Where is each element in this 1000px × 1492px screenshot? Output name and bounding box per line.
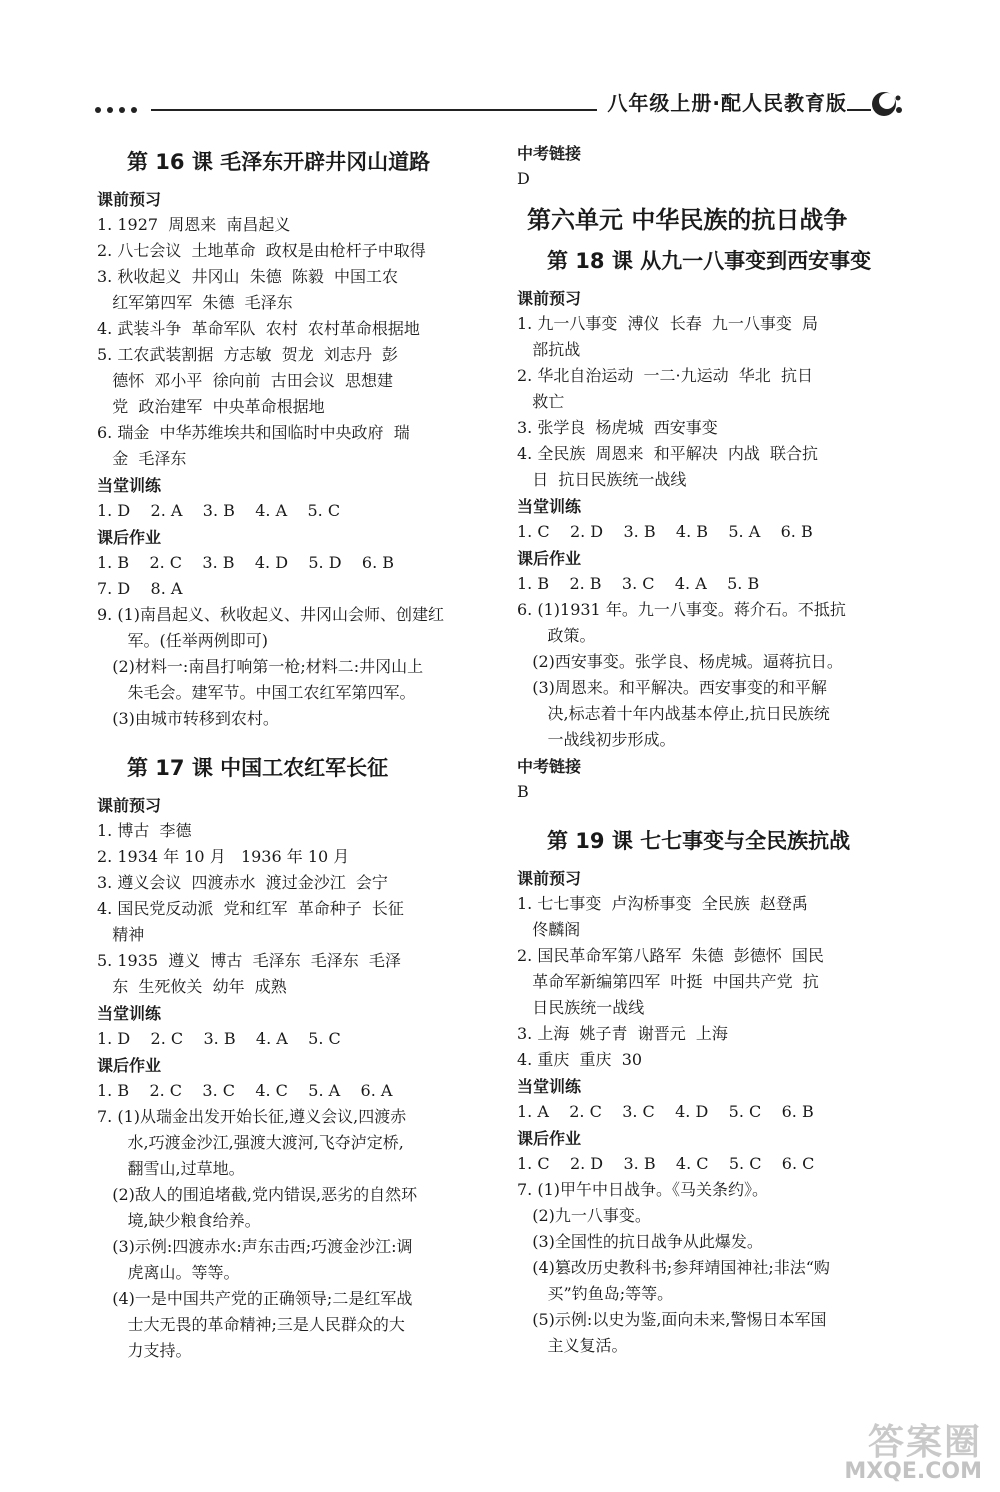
header-dot	[107, 107, 113, 113]
watermark-logo-text: 答案圈	[867, 1422, 982, 1463]
answer-line: 水,巧渡金沙江,强渡大渡河,飞夺泸定桥,	[97, 1133, 404, 1152]
answer-line: (2)九一八事变。	[517, 1206, 651, 1225]
right-column	[517, 140, 917, 1359]
answer-line: 2. 八七会议 土地革命 政权是由枪杆子中取得	[97, 241, 426, 260]
answer-line: 1. C 2. D 3. B 4. B 5. A 6. B	[517, 522, 813, 541]
section-heading: 课后作业	[97, 1056, 162, 1075]
section-heading: 课后作业	[517, 1129, 582, 1148]
answer-line: 7. (1)从瑞金出发开始长征,遵义会议,四渡赤	[97, 1107, 407, 1126]
answer-line: 7. (1)甲午中日战争。《马关条约》。	[517, 1180, 769, 1199]
answer-line: 士大无畏的革命精神;三是人民群众的大	[97, 1315, 405, 1334]
answer-line: 4. 国民党反动派 党和红军 革命种子 长征	[97, 899, 404, 918]
lesson-title: 第 19 课 七七事变与全民族抗战	[547, 829, 851, 853]
section-heading: 课前预习	[97, 796, 162, 815]
answer-line: (3)由城市转移到农村。	[97, 709, 279, 728]
answer-line: 5. 工农武装割据 方志敏 贺龙 刘志丹 彭	[97, 345, 399, 364]
answer-line: 日民族统一战线	[517, 998, 645, 1017]
answer-line: (3)示例:四渡赤水:声东击西;巧渡金沙江:调	[97, 1237, 413, 1256]
page-header	[95, 85, 915, 130]
answer-line: (2)西安事变。张学良、杨虎城。逼蒋抗日。	[517, 652, 843, 671]
answer-line: 1. 九一八事变 溥仪 长春 九一八事变 局	[517, 314, 819, 333]
answer-line: 2. 华北自治运动 一二·九运动 华北 抗日	[517, 366, 813, 385]
answer-line: 5. 1935 遵义 博古 毛泽东 毛泽东 毛泽	[97, 951, 401, 970]
lesson-18	[517, 245, 917, 805]
answer-line: 6. (1)1931 年。九一八事变。蒋介石。不抵抗	[517, 600, 846, 619]
answer-line: (5)示例:以史为鉴,面向未来,警惕日本军国	[517, 1310, 827, 1329]
answer-line: 1. B 2. C 3. B 4. D 5. D 6. B	[97, 553, 394, 572]
section-heading: 课后作业	[97, 528, 162, 547]
answer-line: 德怀 邓小平 徐向前 古田会议 思想建	[97, 371, 393, 390]
answer-line: 朱毛会。建军节。中国工农红军第四军。	[97, 683, 416, 702]
answer-line: 3. 张学良 杨虎城 西安事变	[517, 418, 718, 437]
answer-line: 党 政治建军 中央革命根据地	[97, 397, 325, 416]
answer-line: 翻雪山,过草地。	[97, 1159, 245, 1178]
answer-line: 佟麟阁	[517, 920, 581, 939]
answer-line: 金 毛泽东	[97, 449, 187, 468]
header-dot	[131, 107, 137, 113]
spacer	[517, 805, 917, 819]
answer-line: 一战线初步形成。	[517, 730, 676, 749]
site-watermark	[812, 1414, 982, 1484]
answer-line: 军。(任举两例即可)	[97, 631, 269, 650]
header-dot	[119, 107, 125, 113]
answer-line: 1. A 2. C 3. C 4. D 5. C 6. B	[517, 1102, 814, 1121]
lesson-title: 第 18 课 从九一八事变到西安事变	[547, 249, 872, 273]
lesson-17	[97, 752, 495, 1364]
answer-line: 红军第四军 朱德 毛泽东	[97, 293, 293, 312]
answer-line: (2)材料一:南昌打响第一枪;材料二:井冈山上	[97, 657, 424, 676]
answer-line: 主义复活。	[517, 1336, 628, 1355]
answer-line: 精神	[97, 925, 145, 944]
answer-line: 1. 七七事变 卢沟桥事变 全民族 赵登禹	[517, 894, 808, 913]
answer-line: 买”钓鱼岛;等等。	[517, 1284, 674, 1303]
header-dot	[95, 107, 101, 113]
section-heading: 中考链接	[517, 757, 582, 776]
answer-line: 3. 秋收起义 井冈山 朱德 陈毅 中国工农	[97, 267, 399, 286]
answer-line: 3. 上海 姚子青 谢晋元 上海	[517, 1024, 728, 1043]
answer-line: 救亡	[517, 392, 565, 411]
answer-line: 2. 国民革命军第八路军 朱德 彭德怀 国民	[517, 946, 824, 965]
answer-line: 7. D 8. A	[97, 579, 183, 598]
answer-line: B	[517, 782, 529, 801]
answer-line: 9. (1)南昌起义、秋收起义、井冈山会师、创建红	[97, 605, 445, 624]
answer-line: (3)周恩来。和平解决。西安事变的和平解	[517, 678, 827, 697]
answer-line: 2. 1934 年 10 月 1936 年 10 月	[97, 847, 350, 866]
lesson-title: 第 16 课 毛泽东开辟井冈山道路	[127, 150, 431, 174]
section-heading: 当堂训练	[97, 476, 162, 495]
unit-title: 第六单元 中华民族的抗日战争	[527, 206, 848, 234]
answer-line: 4. 全民族 周恩来 和平解决 内战 联合抗	[517, 444, 819, 463]
answer-line: 革命军新编第四军 叶挺 中国共产党 抗	[517, 972, 819, 991]
answer-line: 1. D 2. C 3. B 4. A 5. C	[97, 1029, 341, 1048]
answer-line: 虎离山。等等。	[97, 1263, 240, 1282]
answer-line: 日 抗日民族统一战线	[517, 470, 687, 489]
section-heading: 课前预习	[517, 869, 582, 888]
answer-line: 1. 博古 李德	[97, 821, 192, 840]
answer-line: (3)全国性的抗日战争从此爆发。	[517, 1232, 763, 1251]
answer-line: 6. 瑞金 中华苏维埃共和国临时中央政府 瑞	[97, 423, 410, 442]
header-dots	[95, 107, 137, 113]
answer-line: 1. D 2. A 3. B 4. A 5. C	[97, 501, 341, 520]
answer-line: D	[517, 169, 530, 188]
lesson-title: 第 17 课 中国工农红军长征	[127, 756, 389, 780]
answer-line: 1. B 2. C 3. C 4. C 5. A 6. A	[97, 1081, 393, 1100]
header-logo-icon	[871, 89, 903, 119]
answer-line: 1. B 2. B 3. C 4. A 5. B	[517, 574, 760, 593]
section-heading: 当堂训练	[97, 1004, 162, 1023]
section-heading: 中考链接	[517, 144, 582, 163]
answer-line: 力支持。	[97, 1341, 192, 1360]
answer-line: (4)一是中国共产党的正确领导;二是红军战	[97, 1289, 413, 1308]
section-heading: 当堂训练	[517, 497, 582, 516]
answer-line: 东 生死攸关 幼年 成熟	[97, 977, 287, 996]
lesson-19	[517, 825, 917, 1359]
answer-line: 部抗战	[517, 340, 581, 359]
answer-line: 决,标志着十年内战基本停止,抗日民族统	[517, 704, 830, 723]
answer-line: 3. 遵义会议 四渡赤水 渡过金沙江 会宁	[97, 873, 388, 892]
answer-line: 政策。	[517, 626, 596, 645]
section-heading: 课前预习	[517, 289, 582, 308]
lesson-16	[97, 146, 495, 732]
answer-line: 4. 重庆 重庆 30	[517, 1050, 643, 1069]
section-heading: 课后作业	[517, 549, 582, 568]
book-title: 八年级上册·配人民教育版	[597, 87, 847, 116]
section-heading: 当堂训练	[517, 1077, 582, 1096]
left-column	[97, 140, 495, 1364]
answer-line: 1. C 2. D 3. B 4. C 5. C 6. C	[517, 1154, 815, 1173]
answer-line: 1. 1927 周恩来 南昌起义	[97, 215, 291, 234]
section-heading: 课前预习	[97, 190, 162, 209]
answer-line: 境,缺少粮食给养。	[97, 1211, 261, 1230]
answer-line: (2)敌人的围追堵截,党内错误,恶劣的自然环	[97, 1185, 418, 1204]
spacer	[97, 732, 495, 746]
answer-line: 4. 武装斗争 革命军队 农村 农村革命根据地	[97, 319, 420, 338]
answer-line: (4)篡改历史教科书;参拜靖国神社;非法“购	[517, 1258, 830, 1277]
watermark-url: MXQE.COM	[844, 1459, 982, 1484]
